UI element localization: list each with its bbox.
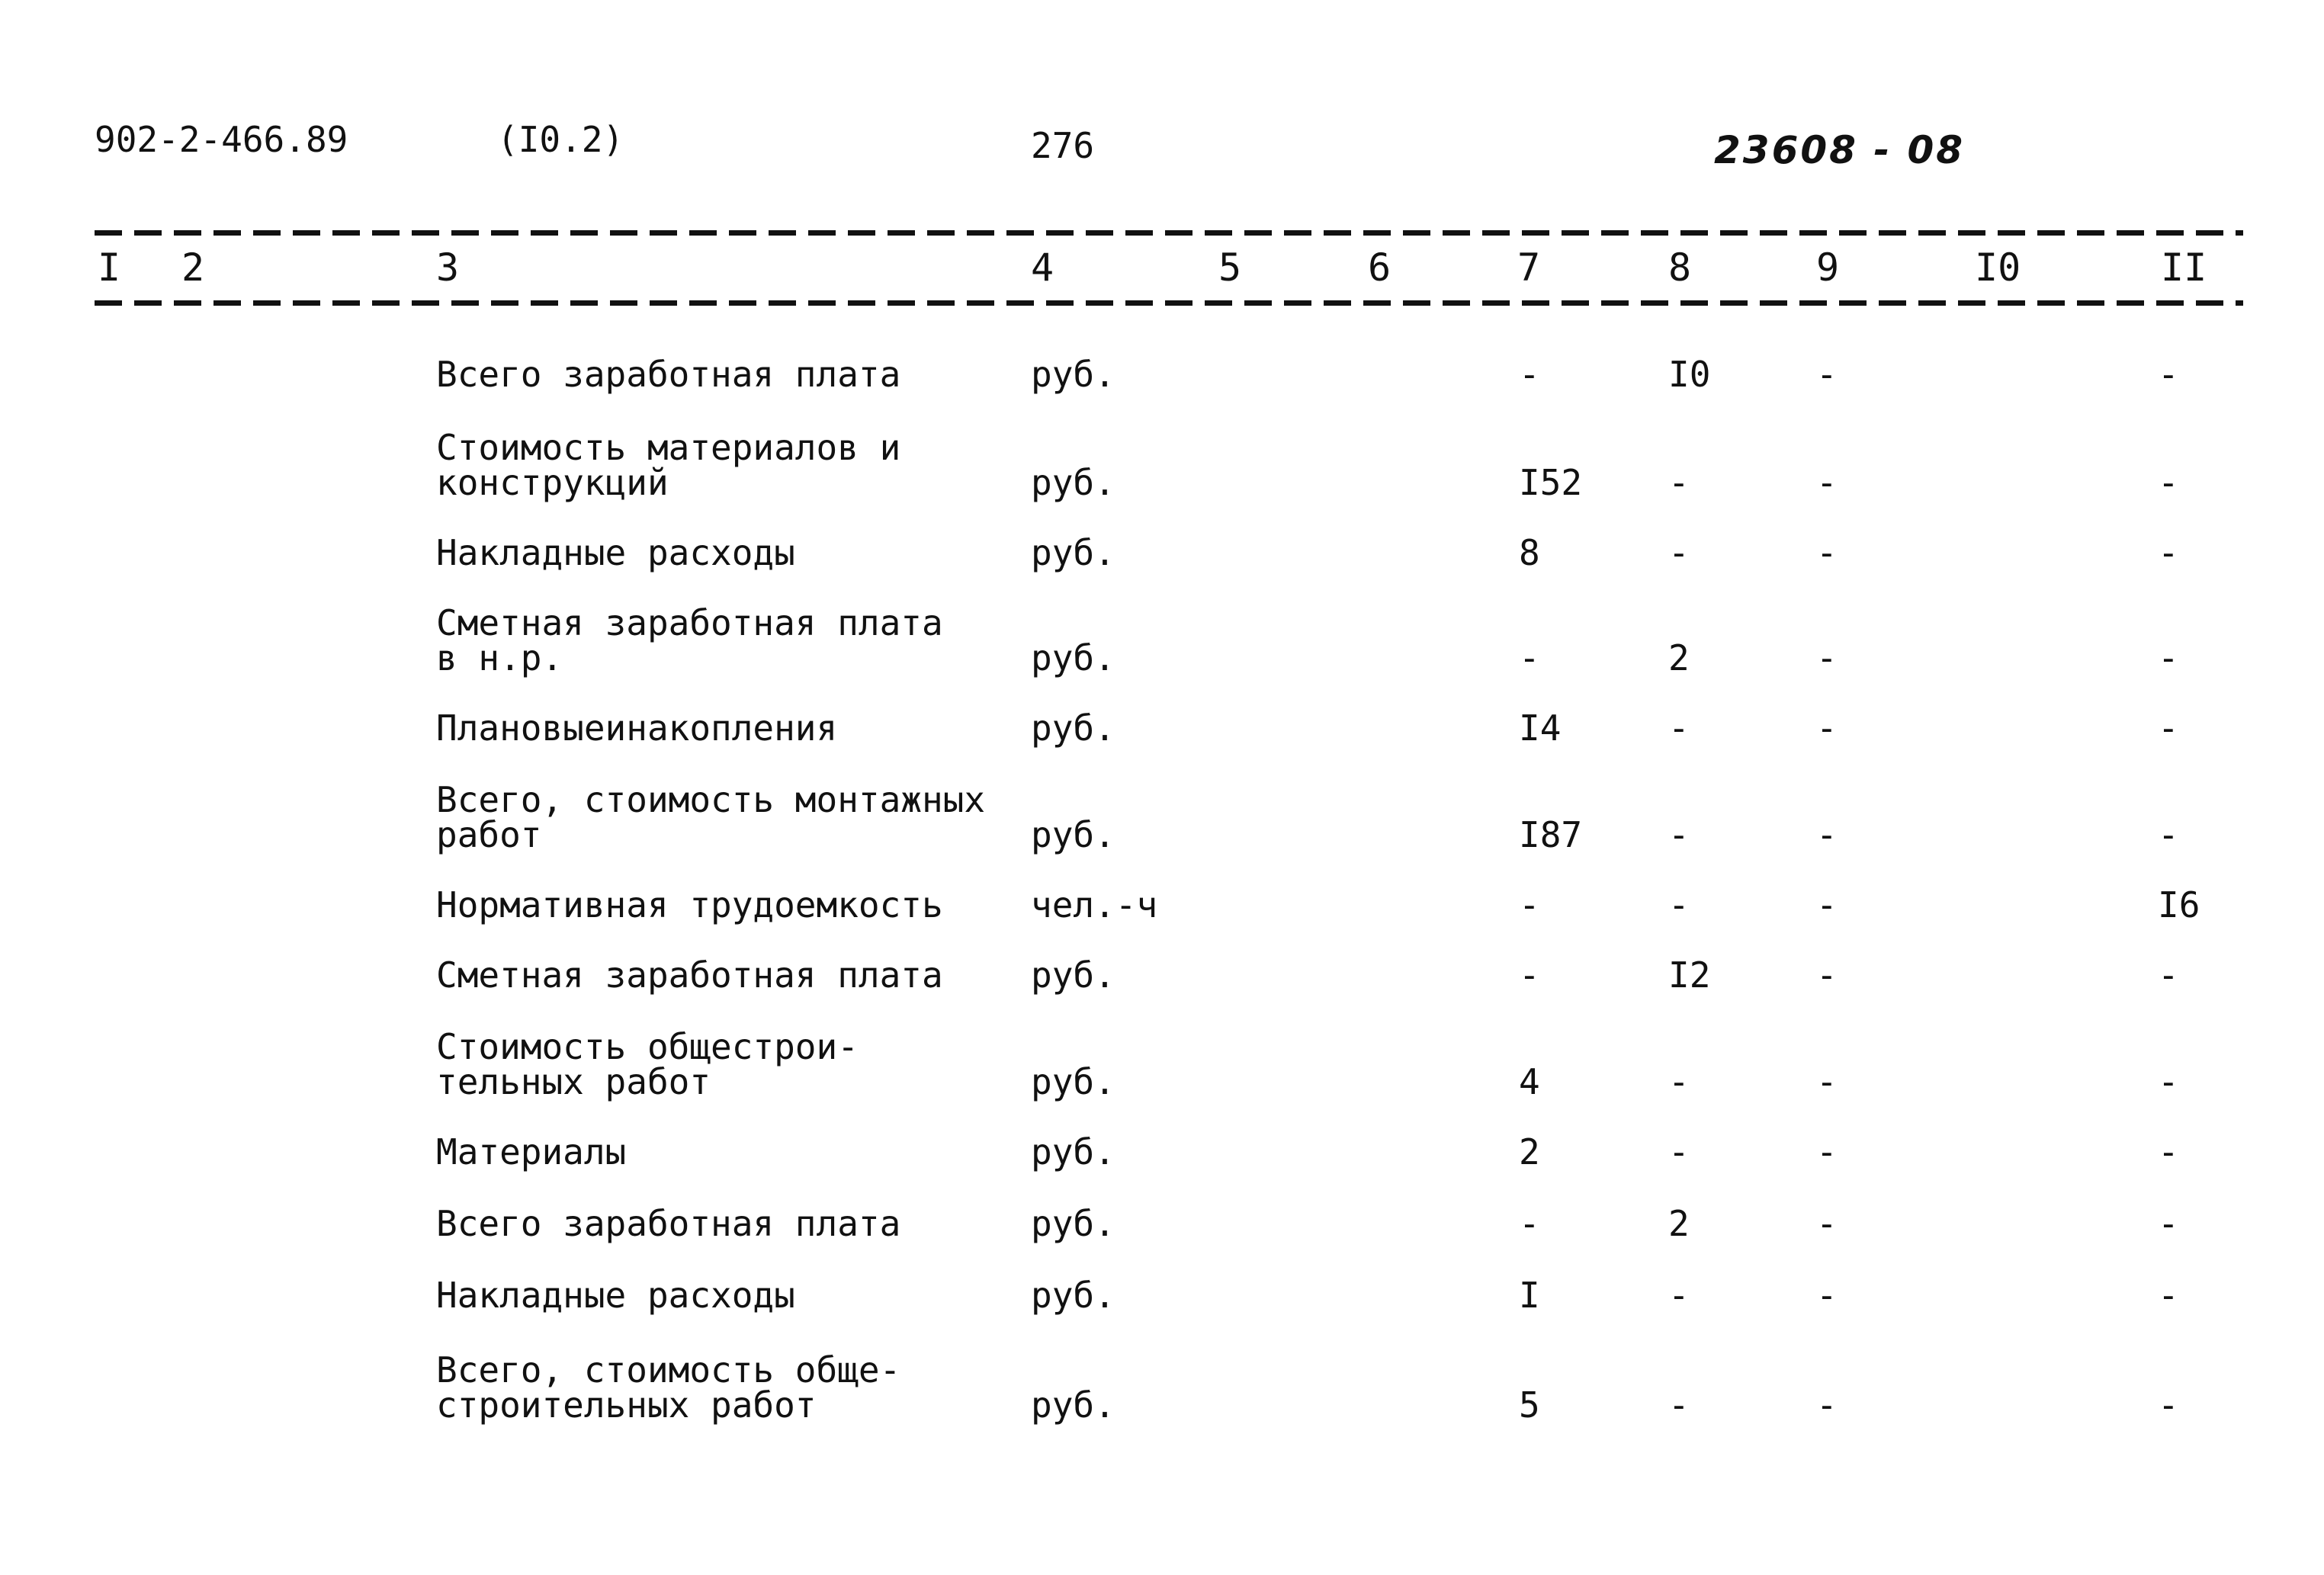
col8-cell: I0: [1668, 354, 1711, 395]
table-row: [0, 354, 2324, 399]
unit-cell: руб.: [1031, 707, 1115, 749]
table-row: [0, 707, 2324, 753]
col8-cell: 2: [1668, 1203, 1690, 1244]
col7-cell: 8: [1519, 532, 1540, 573]
col11-cell: -: [2158, 637, 2179, 678]
unit-cell: руб.: [1031, 532, 1115, 573]
column-header: 4: [1031, 245, 1054, 290]
column-header: I: [98, 245, 121, 290]
col9-cell: -: [1816, 1131, 1838, 1172]
col11-cell: -: [2158, 532, 2179, 573]
item-name: Сметная заработная плата: [436, 954, 943, 996]
table-row: [0, 427, 2324, 508]
column-header: 3: [436, 245, 460, 290]
col9-cell: -: [1816, 707, 1838, 749]
col7-cell: I87: [1519, 814, 1583, 855]
table-row: [0, 532, 2324, 578]
column-header: 7: [1517, 245, 1541, 290]
col7-cell: -: [1519, 637, 1540, 678]
table-row: [0, 1203, 2324, 1249]
column-header: I0: [1975, 245, 2021, 290]
item-name: Стоимость общестрои- тельных работ: [436, 1026, 859, 1102]
col9-cell: -: [1816, 954, 1838, 996]
table-row: [0, 1131, 2324, 1177]
table-row: [0, 884, 2324, 930]
unit-cell: руб.: [1031, 954, 1115, 996]
column-header: 8: [1668, 245, 1692, 290]
col7-cell: I52: [1519, 462, 1583, 503]
col11-cell: I6: [2158, 884, 2200, 925]
item-name: Накладные расходы: [436, 532, 795, 573]
col11-cell: -: [2158, 1131, 2179, 1172]
col8-cell: -: [1668, 1384, 1690, 1426]
item-name: Всего заработная плата: [436, 1203, 901, 1244]
col8-cell: -: [1668, 1131, 1690, 1172]
unit-cell: руб.: [1031, 814, 1115, 855]
col8-cell: -: [1668, 884, 1690, 925]
col9-cell: -: [1816, 532, 1838, 573]
unit-cell: руб.: [1031, 1275, 1115, 1316]
col11-cell: -: [2158, 814, 2179, 855]
col7-cell: -: [1519, 954, 1540, 996]
col9-cell: -: [1816, 1275, 1838, 1316]
col7-cell: 2: [1519, 1131, 1540, 1172]
unit-cell: руб.: [1031, 462, 1115, 503]
col9-cell: -: [1816, 1203, 1838, 1244]
col7-cell: -: [1519, 354, 1540, 395]
document-code: 902-2-466.89: [95, 119, 348, 160]
col8-cell: -: [1668, 532, 1690, 573]
col7-cell: I4: [1519, 707, 1562, 749]
column-header: II: [2161, 245, 2207, 290]
col7-cell: 5: [1519, 1384, 1540, 1426]
col7-cell: I: [1519, 1275, 1540, 1316]
col7-cell: -: [1519, 884, 1540, 925]
col8-cell: -: [1668, 814, 1690, 855]
col11-cell: -: [2158, 1384, 2179, 1426]
col9-cell: -: [1816, 354, 1838, 395]
table-row: [0, 1349, 2324, 1430]
table-row: [0, 1026, 2324, 1107]
col9-cell: -: [1816, 1384, 1838, 1426]
unit-cell: руб.: [1031, 1384, 1115, 1426]
table-row: [0, 779, 2324, 860]
column-header: 5: [1218, 245, 1242, 290]
col9-cell: -: [1816, 637, 1838, 678]
unit-cell: руб.: [1031, 1061, 1115, 1102]
col8-cell: -: [1668, 1275, 1690, 1316]
item-name: Накладные расходы: [436, 1275, 795, 1316]
col7-cell: -: [1519, 1203, 1540, 1244]
unit-cell: руб.: [1031, 1203, 1115, 1244]
unit-cell: руб.: [1031, 1131, 1115, 1172]
table-row: [0, 1275, 2324, 1320]
column-header: 6: [1368, 245, 1392, 290]
item-name: Всего, стоимость обще- строительных работ: [436, 1349, 901, 1426]
col8-cell: 2: [1668, 637, 1690, 678]
table-row: [0, 602, 2324, 683]
col11-cell: -: [2158, 354, 2179, 395]
item-name: Всего заработная плата: [436, 354, 901, 395]
col11-cell: -: [2158, 1203, 2179, 1244]
col9-cell: -: [1816, 884, 1838, 925]
col8-cell: -: [1668, 462, 1690, 503]
item-name: Сметная заработная плата в н.р.: [436, 602, 943, 678]
section-number: (I0.2): [497, 119, 624, 160]
handwritten-number: 23608 - 08: [1714, 128, 1966, 172]
col11-cell: -: [2158, 954, 2179, 996]
col7-cell: 4: [1519, 1061, 1540, 1102]
unit-cell: чел.-ч: [1031, 884, 1158, 925]
item-name: Плановыеинакопления: [436, 707, 838, 749]
page-number: 276: [1031, 125, 1095, 166]
col8-cell: I2: [1668, 954, 1711, 996]
item-name: Всего, стоимость монтажных работ: [436, 779, 986, 855]
col8-cell: -: [1668, 707, 1690, 749]
column-header: 2: [181, 245, 205, 290]
header-bottom-rule: [95, 300, 2243, 306]
col8-cell: -: [1668, 1061, 1690, 1102]
col11-cell: -: [2158, 1275, 2179, 1316]
header-top-rule: [95, 230, 2243, 236]
item-name: Нормативная трудоемкость: [436, 884, 943, 925]
col9-cell: -: [1816, 462, 1838, 503]
col11-cell: -: [2158, 462, 2179, 503]
col11-cell: -: [2158, 1061, 2179, 1102]
col11-cell: -: [2158, 707, 2179, 749]
col9-cell: -: [1816, 814, 1838, 855]
unit-cell: руб.: [1031, 637, 1115, 678]
item-name: Стоимость материалов и конструкций: [436, 427, 901, 503]
column-header: 9: [1816, 245, 1840, 290]
table-row: [0, 954, 2324, 1000]
col9-cell: -: [1816, 1061, 1838, 1102]
unit-cell: руб.: [1031, 354, 1115, 395]
item-name: Материалы: [436, 1131, 627, 1172]
